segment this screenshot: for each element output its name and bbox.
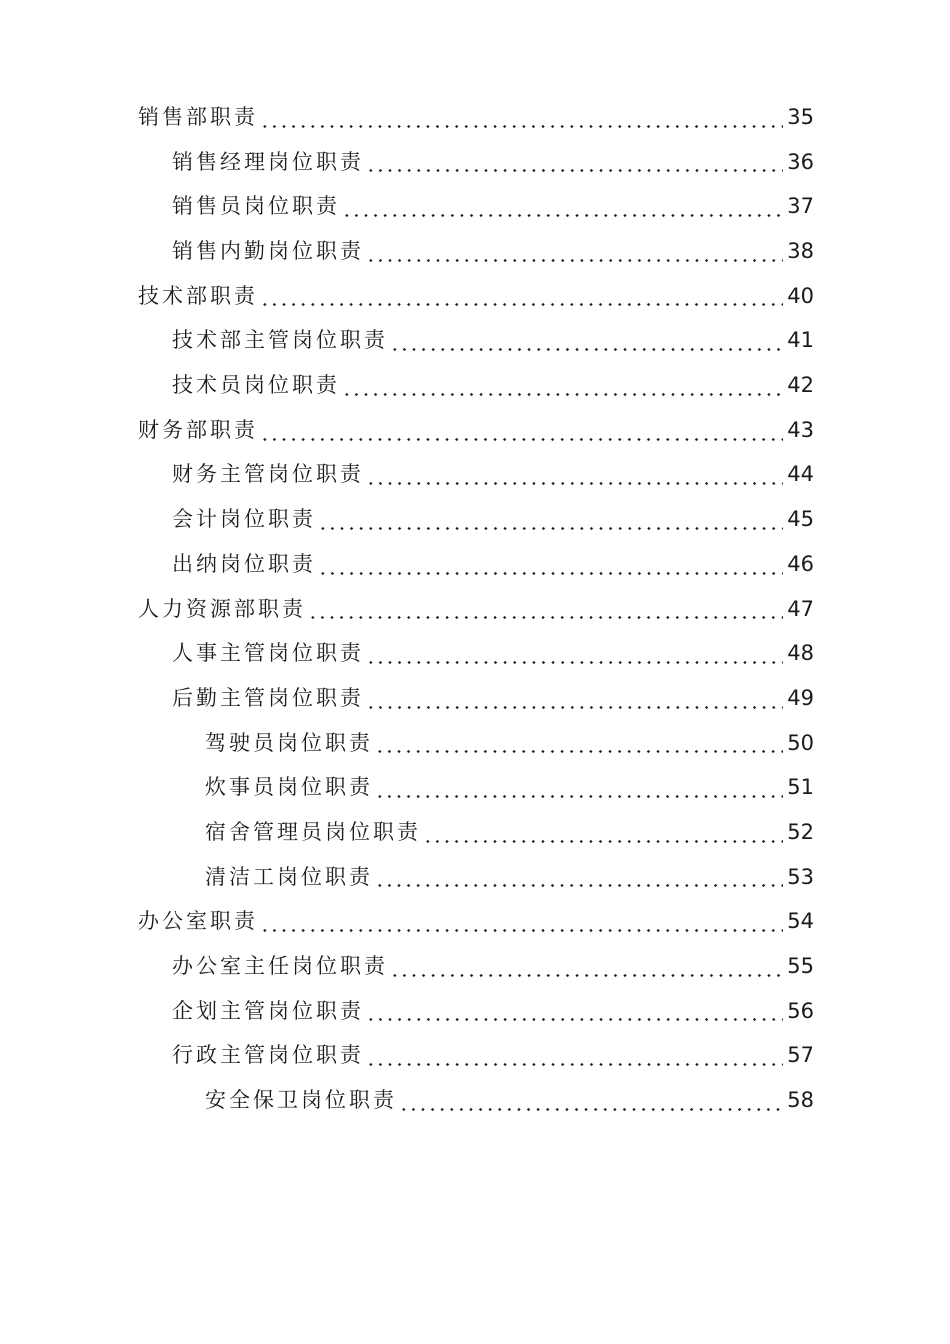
toc-entry-page-number: 41 (787, 328, 814, 353)
toc-entry[interactable] (138, 810, 814, 855)
dot-leader (364, 229, 787, 274)
dot-leader (373, 765, 787, 810)
toc-entry-page-number: 38 (787, 239, 814, 264)
dot-leader (340, 184, 787, 229)
dot-leader (364, 989, 787, 1034)
dot-leader (340, 363, 787, 408)
toc-entry[interactable] (138, 140, 814, 185)
toc-entry[interactable] (138, 631, 814, 676)
toc-entry-page-number: 36 (787, 149, 814, 174)
toc-entry-page-number: 37 (787, 194, 814, 219)
dot-leader (258, 95, 787, 140)
toc-entry[interactable] (138, 721, 814, 766)
toc-entry-page-number: 49 (787, 685, 814, 710)
dot-leader (316, 497, 787, 542)
toc-entry-title: 行政主管岗位职责 (172, 1043, 364, 1068)
toc-entry[interactable] (138, 855, 814, 900)
toc-entry[interactable] (138, 1078, 814, 1123)
toc-entry-title: 技术员岗位职责 (172, 373, 340, 398)
toc-entry[interactable] (138, 899, 814, 944)
toc-entry[interactable] (138, 453, 814, 498)
dot-leader (364, 140, 787, 185)
toc-entry[interactable] (138, 1033, 814, 1078)
toc-entry-page-number: 51 (787, 775, 814, 800)
toc-entry-title: 出纳岗位职责 (172, 551, 316, 576)
toc-entry-page-number: 50 (787, 730, 814, 755)
toc-entry[interactable] (138, 587, 814, 632)
toc-entry-title: 销售员岗位职责 (172, 194, 340, 219)
toc-entry-title: 炊事员岗位职责 (205, 775, 373, 800)
toc-entry[interactable] (138, 363, 814, 408)
toc-entry-title: 销售部职责 (138, 104, 258, 129)
toc-entry[interactable] (138, 229, 814, 274)
toc-entry[interactable] (138, 184, 814, 229)
toc-entry-title: 技术部职责 (138, 283, 258, 308)
toc-entry-page-number: 58 (787, 1088, 814, 1113)
dot-leader (421, 810, 787, 855)
toc-entry-title: 会计岗位职责 (172, 507, 316, 532)
dot-leader (258, 274, 787, 319)
toc-entry-title: 宿舍管理员岗位职责 (205, 819, 421, 844)
toc-entry-page-number: 44 (787, 462, 814, 487)
dot-leader (364, 676, 787, 721)
toc-entry[interactable] (138, 497, 814, 542)
toc-entry-title: 清洁工岗位职责 (205, 864, 373, 889)
dot-leader (373, 855, 787, 900)
toc-entry-title: 人事主管岗位职责 (172, 641, 364, 666)
toc-entry-page-number: 54 (787, 909, 814, 934)
table-of-contents (138, 95, 814, 1123)
dot-leader (258, 899, 787, 944)
toc-entry-title: 销售内勤岗位职责 (172, 239, 364, 264)
toc-entry[interactable] (138, 944, 814, 989)
toc-entry-title: 财务部职责 (138, 417, 258, 442)
toc-entry-page-number: 47 (787, 596, 814, 621)
dot-leader (397, 1078, 787, 1123)
toc-entry-page-number: 56 (787, 998, 814, 1023)
dot-leader (316, 542, 787, 587)
toc-entry-page-number: 55 (787, 954, 814, 979)
toc-entry[interactable] (138, 676, 814, 721)
toc-entry-page-number: 46 (787, 551, 814, 576)
dot-leader (258, 408, 787, 453)
toc-entry-page-number: 35 (787, 104, 814, 129)
toc-entry-page-number: 53 (787, 864, 814, 889)
dot-leader (364, 631, 787, 676)
toc-entry[interactable] (138, 95, 814, 140)
toc-entry-title: 人力资源部职责 (138, 596, 306, 621)
toc-entry[interactable] (138, 318, 814, 363)
toc-entry-page-number: 43 (787, 417, 814, 442)
dot-leader (388, 944, 787, 989)
toc-entry-title: 驾驶员岗位职责 (205, 730, 373, 755)
dot-leader (306, 587, 787, 632)
toc-entry-page-number: 40 (787, 283, 814, 308)
toc-entry[interactable] (138, 408, 814, 453)
toc-entry[interactable] (138, 542, 814, 587)
dot-leader (364, 453, 787, 498)
dot-leader (373, 721, 787, 766)
toc-entry-page-number: 45 (787, 507, 814, 532)
toc-entry-title: 财务主管岗位职责 (172, 462, 364, 487)
toc-entry[interactable] (138, 274, 814, 319)
toc-entry-title: 办公室职责 (138, 909, 258, 934)
toc-entry-title: 办公室主任岗位职责 (172, 954, 388, 979)
toc-entry-title: 企划主管岗位职责 (172, 998, 364, 1023)
dot-leader (364, 1033, 787, 1078)
toc-entry-title: 技术部主管岗位职责 (172, 328, 388, 353)
toc-entry-title: 后勤主管岗位职责 (172, 685, 364, 710)
toc-entry-page-number: 48 (787, 641, 814, 666)
toc-entry[interactable] (138, 989, 814, 1034)
toc-entry-page-number: 57 (787, 1043, 814, 1068)
toc-entry[interactable] (138, 765, 814, 810)
toc-entry-page-number: 42 (787, 373, 814, 398)
dot-leader (388, 318, 787, 363)
toc-entry-page-number: 52 (787, 819, 814, 844)
toc-entry-title: 安全保卫岗位职责 (205, 1088, 397, 1113)
toc-entry-title: 销售经理岗位职责 (172, 149, 364, 174)
